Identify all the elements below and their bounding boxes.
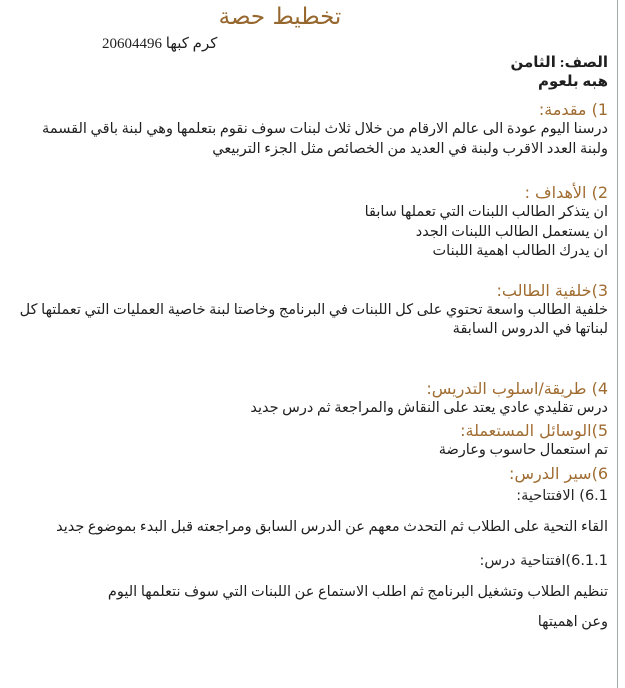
section-6-heading: 6)سير الدرس: [509,463,608,483]
section-4-heading: 4) طريقة/اسلوب التدريس: [426,378,608,398]
section-6-1-1-body: تنظيم الطلاب وتشغيل البرنامج ثم اطلب الاستماع عن اللبنات التي سوف نتعلمها اليوم وعن اهميتها [107,583,608,630]
section-3-heading: 3)خلفية الطالب: [496,280,608,300]
goal-item: ان يدرك الطالب اهمية اللبنات [432,243,608,259]
page-right-rule [617,0,618,688]
student-name-line [102,35,608,54]
section-2-heading: 2) الأهداف : [524,183,608,202]
goals-list [12,203,608,262]
student-name-text: كرم كبها 20604496 [102,36,218,52]
section-6-1-heading: 6.1) الافتتاحية: [516,487,608,504]
section-4-body: درس تقليدي عادي يعتد على النقاش والمراجعة ثم درس جديد [250,399,608,416]
section-1-body: درسنا اليوم عودة الى عالم الارقام من خلال ثلاث لبنات سوف نقوم بتعلمها وهي لبنة باقي القسمة ولبنة العدد الاقرب ولبنة في العديد من الخصائص مثل الجزء التربيعي [42,121,608,157]
section-5-body: تم استعمال حاسوب وعارضة [438,442,608,458]
section-1-heading: 1) مقدمة: [538,100,608,119]
grade-line: الصف: الثامن [510,55,608,71]
section-5-heading: 5)الوسائل المستعملة: [460,421,608,440]
goal-item: ان يتذكر الطالب اللبنات التي تعملها سابقا [364,204,608,220]
section-6-1-body: القاء التحية على الطلاب ثم التحدث معهم عن الدرس السابق ومراجعته قبل البدء بموضوع جديد [56,518,608,535]
doc-title: تخطيط حصة [218,4,342,30]
teacher-line: هبه بلعوم [538,74,608,90]
section-3-body: خلفية الطالب واسعة تحتوي على كل اللبنات في البرنامج وخاصتا لبنة خاصية العمليات التي تعملتها كل لبناتها في الدروس السابقة [19,301,608,337]
section-6-1-1-heading: 6.1.1)افتتاحية درس: [479,552,608,569]
goal-item: ان يستعمل الطالب اللبنات الجدد [415,223,608,240]
